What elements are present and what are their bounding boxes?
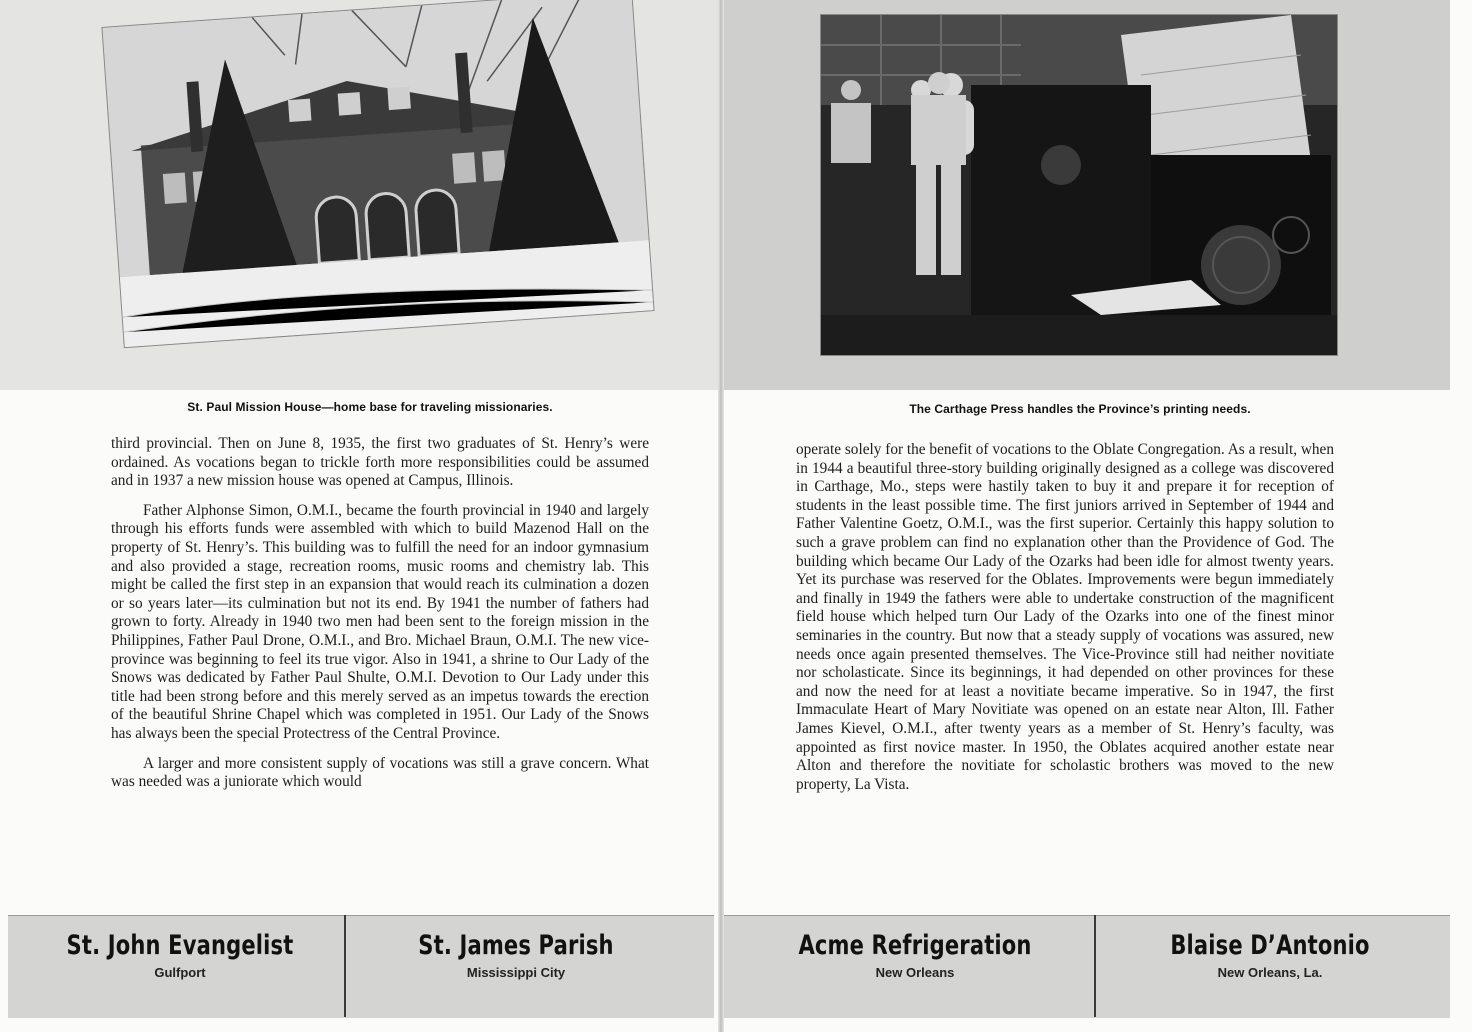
right-article-text — [796, 441, 1334, 805]
ad-st-james-parish — [356, 930, 676, 980]
carthage-press-photo — [820, 14, 1338, 356]
ad-divider — [1094, 915, 1096, 1017]
carthage-press-caption: The Carthage Press handles the Province’s printing needs. — [909, 402, 1251, 416]
ad-st-john-evangelist — [20, 930, 340, 980]
paragraph: operate solely for the benefit of vocations to the Oblate Congregation. As a result, when in 1944 a beautiful three-story building originally designed as a college was discovered in Carthage, Mo., steps were hastily taken to buy it and prepare it for reception of students in the least possible time. The first juniors arrived in September of 1944 and Father Valentine Goetz, O.M.I., was the first superior. Certainly this happy solution to such a grave problem can find no explanation other than the Providence of God. The building which became Our Lady of the Ozarks had been idle for almost twenty years. Yet its purchase was reserved for the Oblates. Improvements were begun immediately and finally in 1949 the fathers were able to undertake construction of the magnificent field house which helped turn Our Lady of the Ozarks into one of the finest minor seminaries in the country. But now that a steady supply of vocations was assured, new needs once again presented themselves. The Vice-Province still had neither novitiate nor scholasticate. Since its beginnings, it had depended on other provinces for these and now the need for at least a novitiate became imperative. So in 1947, the first Immaculate Heart of Mary Novitiate was opened on an estate near Alton, Ill. Father James Kievel, O.M.I., after twenty years as a member of St. Henry’s faculty, was appointed as first novice master. In 1950, the Oblates acquired another estate near Alton and therefore the novitiate for scholastic brothers was moved to the new property, La Vista. — [796, 441, 1334, 793]
paragraph: Father Alphonse Simon, O.M.I., became the fourth provincial in 1940 and largely through his efforts funds were assembled with which to build Mazenod Hall on the property of St. Henry’s. This building was to fulfill the need for an indoor gymnasium and also provided a stage, recreation rooms, music rooms and chemistry lab. This might be called the first step in an expansion that would reach its culmination a dozen or so years later—its culmination but not its end. By 1941 the number of fathers had grown to forty. Already in 1940 two men had been sent to the foreign mission in the Philippines, Father Paul Drone, O.M.I., and Bro. Michael Braun, O.M.I. The new vice-province was beginning to feel its true vigor. Also in 1941, a shrine to Our Lady of the Snows was dedicated by Father Paul Shulte, O.M.I. Devotion to Our Lady under this title had been strong before and this merely served as an impetus towards the erection of the beautiful Shrine Chapel which was completed in 1951. Our Lady of the Snows has always been the special Protectress of the Central Province. — [111, 501, 649, 742]
left-article-text — [111, 435, 649, 803]
ad-name: St. John Evangelist — [66, 930, 294, 961]
ad-name: St. James Parish — [418, 930, 614, 961]
ad-location: Gulfport — [154, 965, 206, 980]
ad-divider — [344, 915, 346, 1017]
ad-location: New Orleans, La. — [1217, 965, 1323, 980]
ad-location: New Orleans — [875, 965, 955, 980]
ad-location: Mississippi City — [466, 965, 566, 980]
ad-name: Acme Refrigeration — [798, 930, 1032, 961]
ad-blaise-dantonio — [1110, 930, 1430, 980]
ad-name: Blaise D’Antonio — [1170, 930, 1370, 961]
paragraph: third provincial. Then on June 8, 1935, the first two graduates of St. Henry’s were ordained. As vocations began to trickle forth more responsibilities could be assumed and in 1937 a new mission house was opened at Campus, Illinois. — [111, 435, 649, 490]
mission-house-caption: St. Paul Mission House—home base for traveling missionaries. — [187, 400, 553, 414]
paragraph: A larger and more consistent supply of vocations was still a grave concern. What was needed was a juniorate which would — [111, 754, 649, 791]
ad-acme-refrigeration — [750, 930, 1080, 980]
mission-house-photo — [101, 0, 654, 348]
